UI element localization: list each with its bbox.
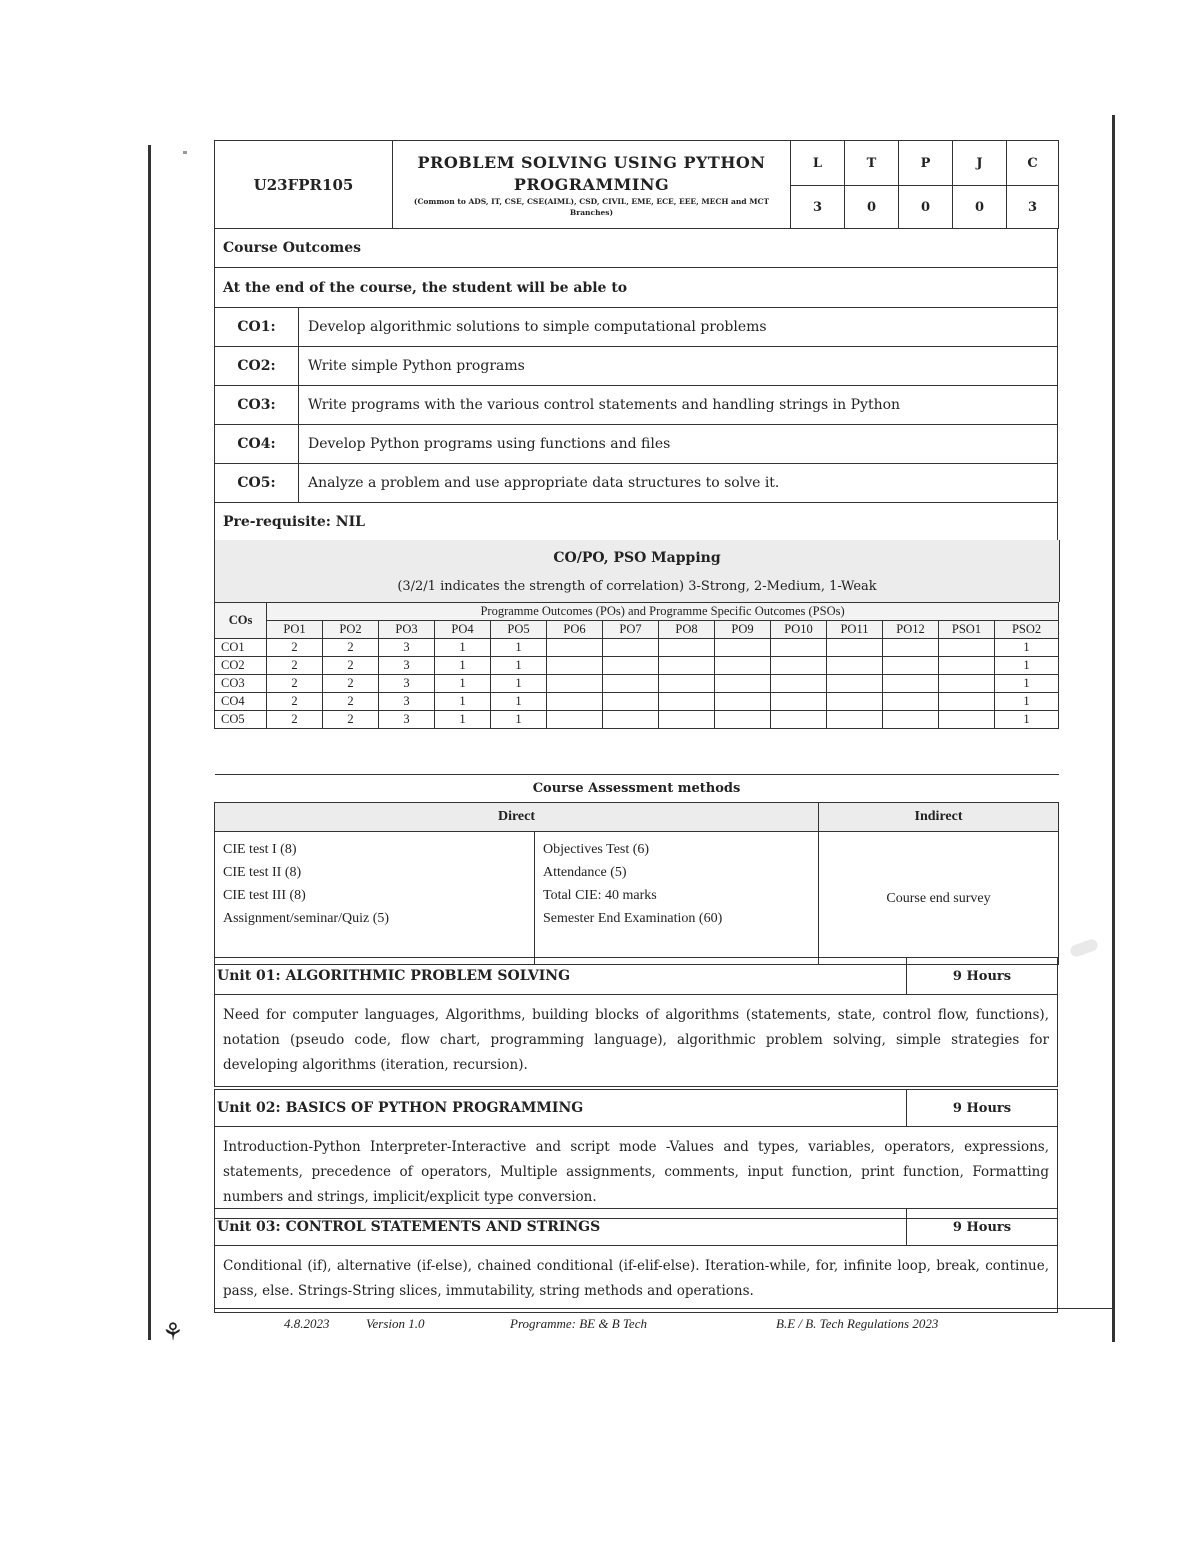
mapping-cell — [827, 639, 883, 657]
mapping-cell — [547, 657, 603, 675]
mapping-cell — [659, 711, 715, 729]
assessment-indirect-header: Indirect — [819, 803, 1059, 832]
prerequisite: Pre-requisite: NIL — [215, 503, 1058, 542]
assessment-item: CIE test III (8) — [223, 888, 306, 903]
mapping-column-header: PO9 — [715, 621, 771, 639]
mapping-column-header: PSO2 — [995, 621, 1059, 639]
mapping-cell — [547, 639, 603, 657]
mapping-cell — [939, 675, 995, 693]
mapping-cell — [715, 639, 771, 657]
mapping-cell: 1 — [491, 639, 547, 657]
co-label: CO5: — [215, 464, 299, 503]
mapping-cell — [827, 675, 883, 693]
ltpjc-label: C — [1007, 141, 1059, 186]
scan-border-left — [148, 145, 151, 1340]
mapping-cell — [939, 693, 995, 711]
mapping-row — [215, 675, 1059, 693]
mapping-cell — [883, 675, 939, 693]
mapping-row — [215, 711, 1059, 729]
course-title-line2: PROGRAMMING — [513, 174, 670, 194]
mapping-cell: 1 — [491, 693, 547, 711]
mapping-cell — [939, 639, 995, 657]
unit-table — [214, 957, 1058, 1087]
mapping-cell: 1 — [435, 711, 491, 729]
mapping-column-header: PO4 — [435, 621, 491, 639]
co-po-mapping-table — [214, 602, 1059, 729]
mapping-cell: 2 — [267, 675, 323, 693]
footer-programme: Programme: BE & B Tech — [510, 1316, 647, 1331]
footer-rule — [214, 1308, 1114, 1309]
ltpjc-value: 0 — [953, 186, 1007, 229]
course-common-note: (Common to ADS, IT, CSE, CSE(AIML), CSD, CIVIL, EME, ECE, EEE, MECH and MCT Branches) — [413, 196, 770, 217]
assessment-direct-header: Direct — [215, 803, 819, 832]
mapping-cell — [827, 693, 883, 711]
mapping-cell: 1 — [435, 657, 491, 675]
mapping-cell — [883, 711, 939, 729]
co-text: Write simple Python programs — [299, 347, 1058, 386]
mapping-cell — [603, 711, 659, 729]
co-text: Develop Python programs using functions and files — [299, 425, 1058, 464]
course-outcomes-heading: Course Outcomes — [215, 229, 1058, 268]
unit-hours: 9 Hours — [907, 1090, 1058, 1127]
mapping-cell — [659, 693, 715, 711]
co-text: Develop algorithmic solutions to simple computational problems — [299, 308, 1058, 347]
mapping-cell — [659, 675, 715, 693]
mapping-column-header: PO5 — [491, 621, 547, 639]
assessment-item: Attendance (5) — [543, 865, 627, 880]
mapping-cell: 1 — [995, 639, 1059, 657]
footer — [0, 1316, 1200, 1340]
mapping-cell — [547, 675, 603, 693]
mapping-cell: 1 — [435, 693, 491, 711]
mapping-title: CO/PO, PSO Mapping — [553, 550, 721, 566]
mapping-cell: 2 — [323, 711, 379, 729]
mapping-column-header: PO10 — [771, 621, 827, 639]
mapping-cell: 2 — [267, 711, 323, 729]
assessment-item: Total CIE: 40 marks — [543, 888, 657, 903]
mapping-cell: 2 — [267, 693, 323, 711]
course-outcomes-intro: At the end of the course, the student will be able to — [215, 268, 1058, 308]
mapping-cell: 3 — [379, 693, 435, 711]
scan-border-right — [1112, 115, 1115, 1342]
co-text: Write programs with the various control statements and handling strings in Python — [299, 386, 1058, 425]
mapping-cell: 2 — [323, 657, 379, 675]
assessment-direct-right — [535, 832, 819, 965]
mapping-cell: 3 — [379, 657, 435, 675]
mapping-row-label: CO3 — [215, 675, 267, 693]
mapping-column-header: PO3 — [379, 621, 435, 639]
unit-hours: 9 Hours — [907, 958, 1058, 995]
mapping-cell: 3 — [379, 675, 435, 693]
assessment-item: Semester End Examination (60) — [543, 911, 723, 926]
course-title-cell — [393, 141, 791, 229]
mapping-cell: 2 — [323, 639, 379, 657]
assessment-direct-left — [215, 832, 535, 965]
mapping-cell: 1 — [995, 675, 1059, 693]
mapping-cell — [715, 657, 771, 675]
co-label: CO4: — [215, 425, 299, 464]
course-outcomes-table — [214, 228, 1058, 542]
mapping-cell — [771, 711, 827, 729]
mapping-cell — [883, 657, 939, 675]
footer-regulations: B.E / B. Tech Regulations 2023 — [776, 1316, 939, 1331]
mapping-cell: 2 — [323, 693, 379, 711]
mapping-cell — [771, 675, 827, 693]
mapping-column-header: PO11 — [827, 621, 883, 639]
mapping-row-label: CO4 — [215, 693, 267, 711]
mapping-column-header: PO1 — [267, 621, 323, 639]
mapping-cell: 2 — [267, 657, 323, 675]
ltpjc-label: P — [899, 141, 953, 186]
mapping-row — [215, 657, 1059, 675]
mapping-row-label: CO2 — [215, 657, 267, 675]
ltpjc-value: 0 — [899, 186, 953, 229]
mapping-cell — [827, 711, 883, 729]
co-label: CO1: — [215, 308, 299, 347]
co-label: CO3: — [215, 386, 299, 425]
ltpjc-value: 0 — [845, 186, 899, 229]
unit-title: Unit 01: ALGORITHMIC PROBLEM SOLVING — [215, 958, 907, 995]
mapping-cell: 1 — [491, 711, 547, 729]
mapping-cell — [771, 639, 827, 657]
mapping-caption — [214, 540, 1060, 602]
unit-body: Need for computer languages, Algorithms, building blocks of algorithms (statements, state, control flow, functions), notation (pseudo code, flow chart, programming language), algorithmic problem solving, simple strategies for developing algorithms (iteration, recursion). — [215, 995, 1058, 1087]
mapping-cell: 2 — [267, 639, 323, 657]
mapping-cell — [603, 639, 659, 657]
mapping-cell — [547, 711, 603, 729]
co-text: Analyze a problem and use appropriate data structures to solve it. — [299, 464, 1058, 503]
mapping-cell: 1 — [995, 711, 1059, 729]
mapping-cell: 1 — [435, 639, 491, 657]
assessment-item: Objectives Test (6) — [543, 842, 650, 857]
mapping-cell: 1 — [491, 675, 547, 693]
mapping-cell — [715, 693, 771, 711]
mapping-row — [215, 639, 1059, 657]
unit-title: Unit 02: BASICS OF PYTHON PROGRAMMING — [215, 1090, 907, 1127]
mapping-column-header: PO7 — [603, 621, 659, 639]
course-title-line1: PROBLEM SOLVING USING PYTHON — [417, 152, 766, 172]
unit-body: Introduction-Python Interpreter-Interactive and script mode -Values and types, variables, operators, expressions, statements, precedence of operators, Multiple assignments, comments, input function, print function, Formatting numbers and strings, implicit/explicit type conversion. — [215, 1127, 1058, 1219]
mapping-cell — [827, 657, 883, 675]
ltpjc-value: 3 — [791, 186, 845, 229]
mapping-cell — [603, 693, 659, 711]
ltpjc-label: T — [845, 141, 899, 186]
institution-logo-icon: ⚘ — [162, 1318, 184, 1346]
mapping-co-header: COs — [215, 603, 267, 639]
unit-body: Conditional (if), alternative (if-else), chained conditional (if-elif-else). Iteration-while, for, infinite loop, break, continue, pass, else. Strings-String slices, immutability, string methods and operations. — [215, 1246, 1058, 1313]
assessment-item: CIE test I (8) — [223, 842, 297, 857]
unit-table — [214, 1208, 1058, 1313]
ltpjc-label: J — [953, 141, 1007, 186]
mapping-cell — [883, 639, 939, 657]
mapping-cell — [659, 639, 715, 657]
mapping-cell: 1 — [435, 675, 491, 693]
mapping-row-label: CO5 — [215, 711, 267, 729]
unit-table — [214, 1089, 1058, 1219]
mapping-cell: 3 — [379, 711, 435, 729]
mapping-cell — [939, 657, 995, 675]
assessment-item: CIE test II (8) — [223, 865, 302, 880]
mapping-cell — [603, 675, 659, 693]
mapping-column-header: PO6 — [547, 621, 603, 639]
mapping-cell: 1 — [995, 657, 1059, 675]
course-code: U23FPR105 — [215, 141, 393, 229]
unit-hours: 9 Hours — [907, 1209, 1058, 1246]
mapping-cell — [771, 693, 827, 711]
mapping-cell: 2 — [323, 675, 379, 693]
ltpjc-value: 3 — [1007, 186, 1059, 229]
footer-date: 4.8.2023 — [284, 1316, 330, 1331]
scan-speck — [183, 151, 187, 154]
mapping-cell — [547, 693, 603, 711]
mapping-cell — [715, 711, 771, 729]
mapping-column-header: PO2 — [323, 621, 379, 639]
assessment-indirect-text: Course end survey — [819, 832, 1059, 965]
assessment-item: Assignment/seminar/Quiz (5) — [223, 911, 390, 926]
mapping-row — [215, 693, 1059, 711]
mapping-cell — [771, 657, 827, 675]
mapping-cell — [939, 711, 995, 729]
footer-version: Version 1.0 — [366, 1316, 425, 1331]
mapping-column-header: PO12 — [883, 621, 939, 639]
course-header-table — [214, 140, 1059, 229]
mapping-cell: 1 — [491, 657, 547, 675]
assessment-title: Course Assessment methods — [215, 775, 1059, 803]
mapping-cell — [659, 657, 715, 675]
mapping-cell: 3 — [379, 639, 435, 657]
mapping-row-label: CO1 — [215, 639, 267, 657]
mapping-group-header: Programme Outcomes (POs) and Programme Specific Outcomes (PSOs) — [267, 603, 1059, 621]
ltpjc-label: L — [791, 141, 845, 186]
mapping-cell — [603, 657, 659, 675]
co-label: CO2: — [215, 347, 299, 386]
unit-title: Unit 03: CONTROL STATEMENTS AND STRINGS — [215, 1209, 907, 1246]
mapping-column-header: PO8 — [659, 621, 715, 639]
scan-smudge — [1069, 938, 1099, 959]
mapping-column-header: PSO1 — [939, 621, 995, 639]
mapping-subtitle: (3/2/1 indicates the strength of correlation) 3-Strong, 2-Medium, 1-Weak — [397, 579, 877, 594]
assessment-table — [214, 774, 1059, 965]
mapping-cell — [715, 675, 771, 693]
mapping-cell — [883, 693, 939, 711]
mapping-cell: 1 — [995, 693, 1059, 711]
